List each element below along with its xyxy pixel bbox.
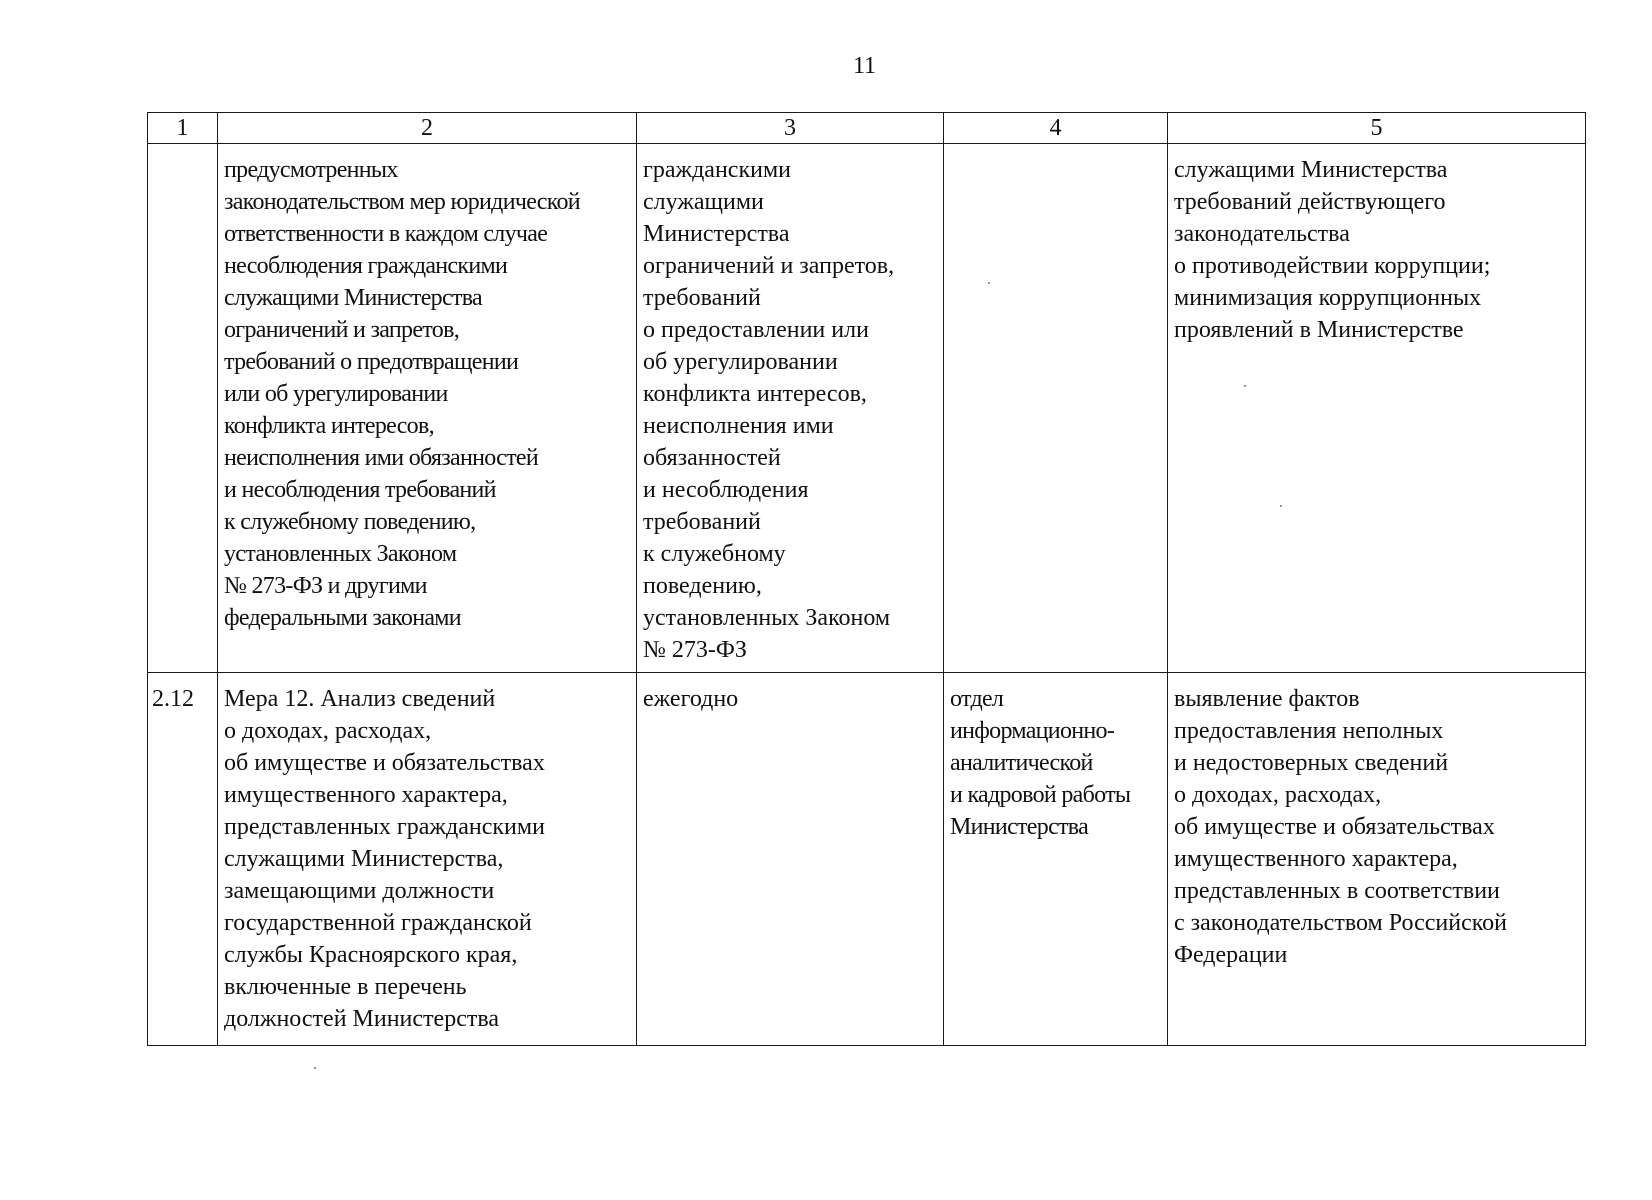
measure-text-cell: Мера 12. Анализ сведений о доходах, расходах, об имуществе и обязательствах имущественного характера, представленных гражданскими служащими Министерства, замещающими должности государственной гражданской службы Красноярского края, включенные в перечень должностей Министерства bbox=[218, 673, 637, 1046]
responsible-cell: отдел информационно- аналитической и кадровой работы Министерства bbox=[944, 673, 1168, 1046]
header-col-4: 4 bbox=[944, 113, 1168, 144]
row-number-cell: 2.12 bbox=[148, 673, 218, 1046]
measures-table bbox=[147, 112, 1586, 1046]
header-col-5: 5 bbox=[1168, 113, 1586, 144]
scan-speck bbox=[1244, 385, 1246, 387]
responsible-cell bbox=[944, 144, 1168, 673]
table-row-2-12 bbox=[148, 673, 1586, 1046]
table-row-continuation bbox=[148, 144, 1586, 673]
header-col-3: 3 bbox=[637, 113, 944, 144]
row-number-cell bbox=[148, 144, 218, 673]
expected-result-cell: служащими Министерства требований действующего законодательства о противодействии коррупции; минимизация коррупционных проявлений в Министерстве bbox=[1168, 144, 1586, 673]
page-number: 11 bbox=[852, 53, 877, 79]
deadline-cell: ежегодно bbox=[637, 673, 944, 1046]
measure-text-cell: предусмотренных законодательством мер юридической ответственности в каждом случае несоблюдения гражданскими служащими Министерства ограничений и запретов, требований о предотвращении или об урегулировании конфликта интересов, неисполнения ими обязанностей и несоблюдения требований к служебному поведению, установленных Законом № 273-ФЗ и другими федеральными законами bbox=[218, 144, 637, 673]
table-header-row bbox=[148, 113, 1586, 144]
scan-speck bbox=[988, 282, 990, 284]
deadline-cell: гражданскими служащими Министерства ограничений и запретов, требований о предоставлении или об урегулировании конфликта интересов, неисполнения ими обязанностей и несоблюдения требований к служебному поведению, установленных Законом № 273-ФЗ bbox=[637, 144, 944, 673]
header-col-1: 1 bbox=[148, 113, 218, 144]
scan-speck bbox=[1280, 505, 1282, 507]
scan-speck bbox=[314, 1067, 316, 1069]
expected-result-cell: выявление фактов предоставления неполных и недостоверных сведений о доходах, расходах, об имуществе и обязательствах имущественного характера, представленных в соответствии с законодательством Российской Федерации bbox=[1168, 673, 1586, 1046]
header-col-2: 2 bbox=[218, 113, 637, 144]
